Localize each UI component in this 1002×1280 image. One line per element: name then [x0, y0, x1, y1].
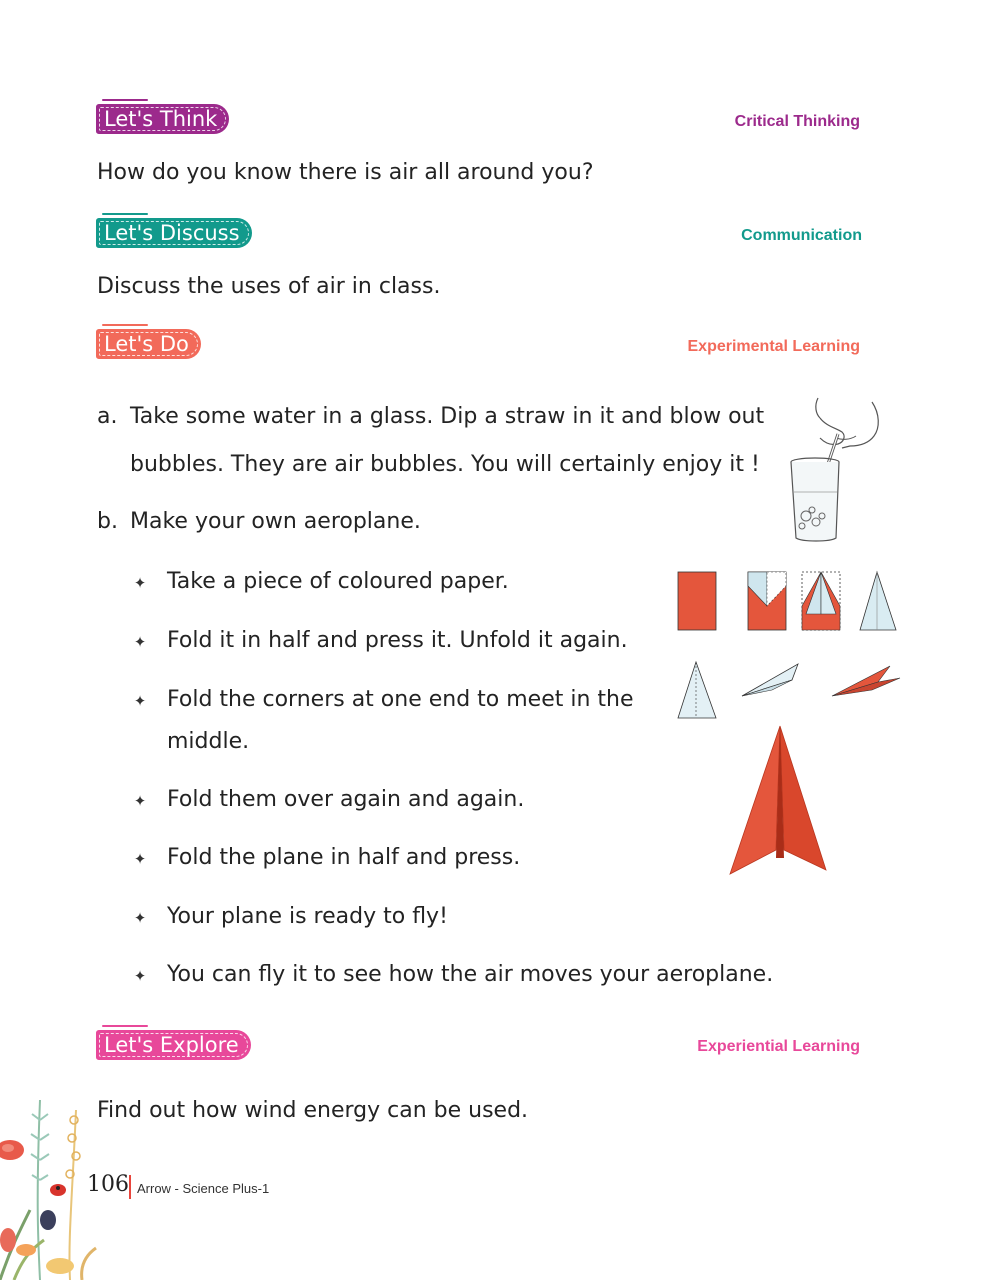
- lets-think-label: Let's Think: [104, 107, 218, 131]
- glass-straw-illustration: [780, 392, 890, 544]
- lets-do-label: Let's Do: [104, 332, 189, 356]
- step-1: Take a piece of coloured paper.: [167, 569, 509, 594]
- page-number: 106: [87, 1172, 129, 1197]
- bullet-icon: ✦: [133, 909, 147, 927]
- item-b-marker: b.: [97, 509, 118, 534]
- flower-decoration: [0, 1090, 100, 1280]
- bullet-icon: ✦: [133, 967, 147, 985]
- bullet-icon: ✦: [133, 633, 147, 651]
- footer-divider: [129, 1175, 131, 1199]
- bullet-icon: ✦: [133, 792, 147, 810]
- paper-plane-fold-steps-illustration: [672, 566, 912, 880]
- communication-skill: Communication: [741, 227, 862, 244]
- bullet-icon: ✦: [133, 574, 147, 592]
- item-a-line1: Take some water in a glass. Dip a straw in it and blow out: [130, 404, 765, 429]
- think-question: How do you know there is air all around you?: [97, 160, 594, 185]
- step-4: Fold them over again and again.: [167, 787, 525, 812]
- experiential-learning-skill: Experiential Learning: [697, 1038, 860, 1055]
- critical-thinking-skill: Critical Thinking: [734, 113, 860, 130]
- step-6: Your plane is ready to fly!: [167, 904, 448, 929]
- experimental-learning-skill: Experimental Learning: [687, 338, 860, 355]
- step-7: You can fly it to see how the air moves your aeroplane.: [167, 962, 774, 987]
- step-3-continued: middle.: [167, 729, 250, 754]
- item-a-line2: bubbles. They are air bubbles. You will certainly enjoy it !: [130, 452, 760, 477]
- item-a-marker: a.: [97, 404, 118, 429]
- lets-explore-label: Let's Explore: [104, 1033, 239, 1057]
- book-title: Arrow - Science Plus-1: [137, 1181, 270, 1196]
- bullet-icon: ✦: [133, 850, 147, 868]
- discuss-prompt: Discuss the uses of air in class.: [97, 274, 441, 299]
- lets-think-tag: [96, 104, 229, 134]
- step-5: Fold the plane in half and press.: [167, 845, 521, 870]
- lets-do-tag: [96, 329, 201, 359]
- lets-discuss-tag: [96, 218, 252, 248]
- step-3: Fold the corners at one end to meet in the: [167, 687, 634, 712]
- lets-discuss-label: Let's Discuss: [104, 221, 240, 245]
- lets-explore-tag: [96, 1030, 251, 1060]
- explore-prompt: Find out how wind energy can be used.: [97, 1098, 529, 1123]
- item-b-text: Make your own aeroplane.: [130, 509, 421, 534]
- bullet-icon: ✦: [133, 692, 147, 710]
- step-2: Fold it in half and press it. Unfold it again.: [167, 628, 628, 653]
